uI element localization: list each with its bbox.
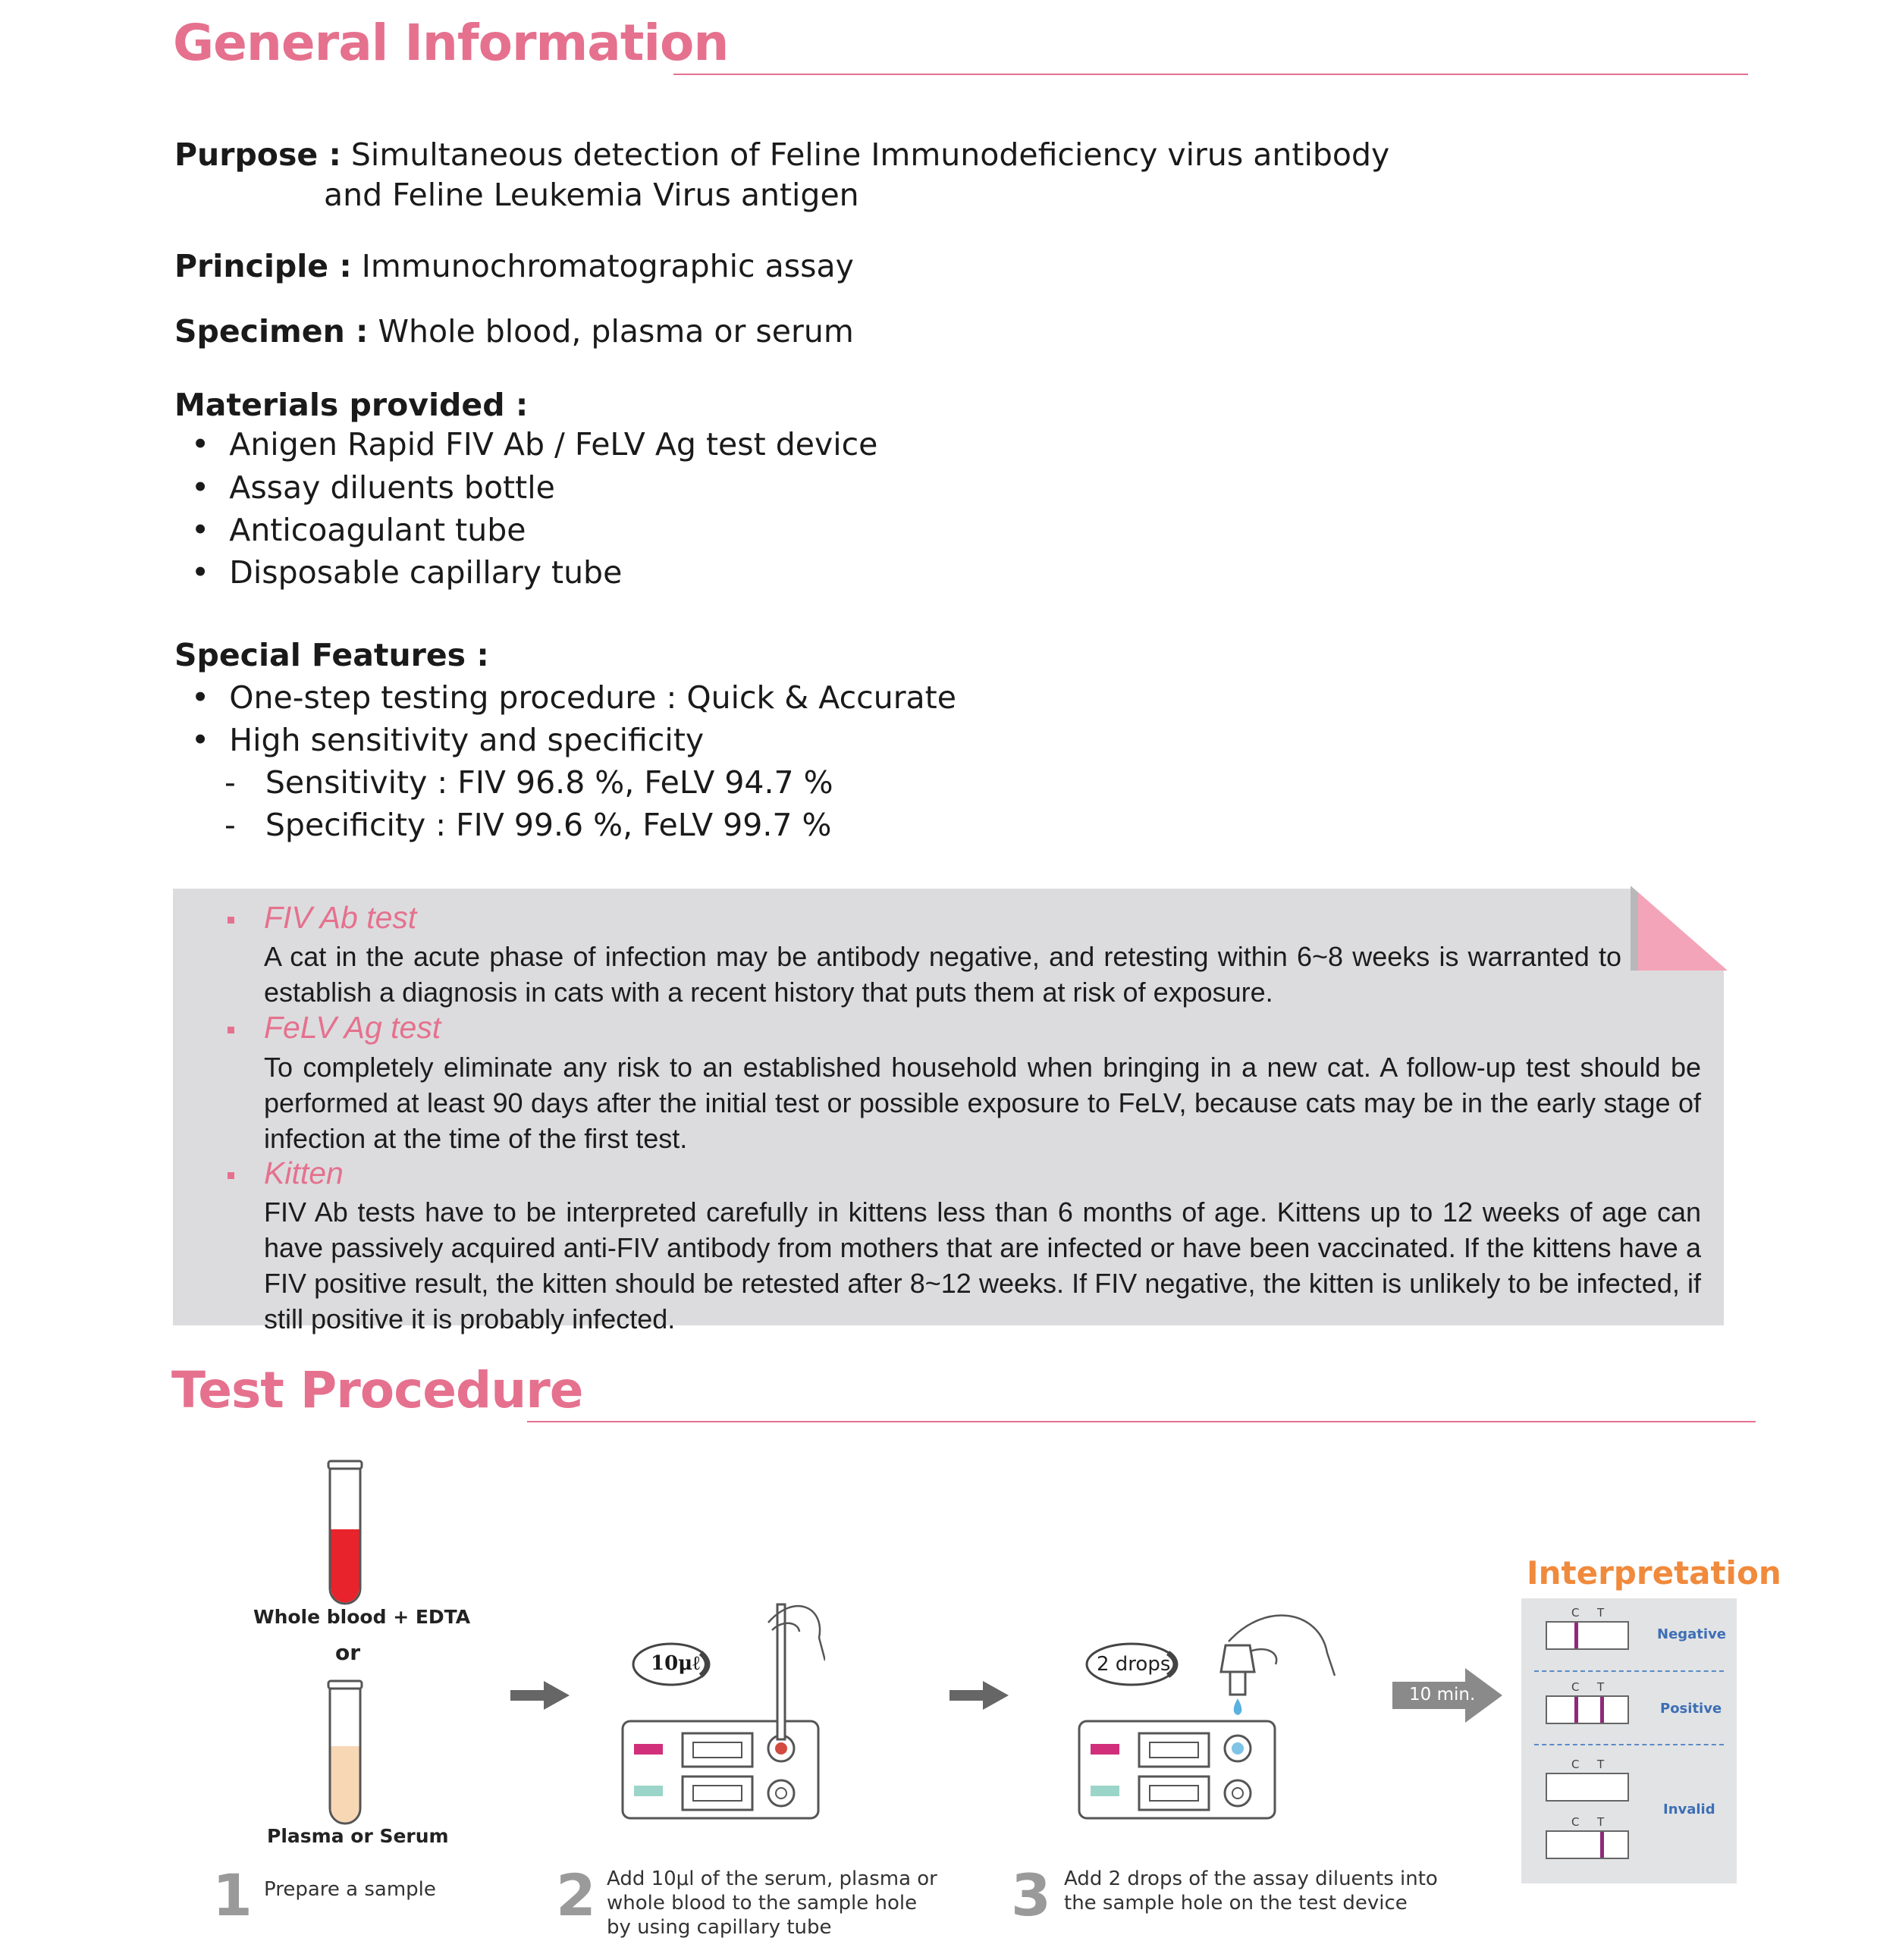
general-information-heading: General Information <box>173 14 729 72</box>
materials-heading <box>174 387 528 423</box>
invalid-label: Invalid <box>1663 1802 1715 1817</box>
test-line <box>1600 1697 1604 1723</box>
arrow-right-icon <box>510 1679 570 1711</box>
specimen-label: Specimen : <box>174 313 369 350</box>
dashed-divider <box>1534 1670 1724 1672</box>
note-text-kitten: FIV Ab tests have to be interpreted carefully in kittens less than 6 months of age. Kittens up to 12 weeks of age can have passively acquired anti-FIV antibody from mothers that are infected or have been vaccinated. If the kittens have a FIV positive result, the kitten should be retested after 8~12 weeks. If FIV negative, the kitten is unlikely to be infected, if still positive it is probably infected. <box>264 1196 1701 1334</box>
t-label: T <box>1597 1606 1605 1620</box>
principle-value: Immunochromatographic assay <box>361 248 854 284</box>
specimen-row <box>174 313 854 350</box>
step-line: whole blood to the sample hole <box>607 1892 918 1915</box>
feature-item: One-step testing procedure : Quick & Accurate <box>229 679 956 716</box>
drops-label: 2 drops <box>1097 1653 1171 1676</box>
feature-item: High sensitivity and specificity <box>229 722 705 758</box>
note-text-felv: To completely eliminate any risk to an established household when bringing in a new cat. A follow-up test should be performed at least 90 days after the initial test or possible exposure to FeLV, because cats may be in the early stage of infection at the time of the first test. <box>264 1052 1701 1154</box>
t-label: T <box>1597 1758 1605 1771</box>
blood-tube-icon <box>326 1460 364 1607</box>
list-item <box>224 807 831 843</box>
or-label: or <box>335 1640 361 1665</box>
interpretation-heading: Interpretation <box>1527 1554 1781 1592</box>
principle-label: Principle : <box>174 248 352 284</box>
note-bullet-icon <box>228 917 234 924</box>
c-label: C <box>1571 1680 1580 1694</box>
c-label: C <box>1571 1815 1580 1829</box>
negative-label: Negative <box>1657 1626 1727 1642</box>
test-device-capillary-illustration <box>620 1592 825 1824</box>
purpose-label: Purpose : <box>174 136 341 173</box>
note-title-fiv: FIV Ab test <box>264 900 417 935</box>
plasma-tube-icon <box>326 1679 364 1827</box>
c-label: C <box>1571 1606 1580 1620</box>
bullet-icon: • <box>191 554 210 591</box>
volume-label: 10μℓ <box>651 1652 700 1675</box>
dashed-divider <box>1534 1744 1724 1745</box>
step-number: 3 <box>1011 1861 1051 1929</box>
step-description <box>607 1867 937 1940</box>
plasma-serum-label: Plasma or Serum <box>267 1825 449 1847</box>
t-label: T <box>1597 1815 1605 1829</box>
dash-icon: - <box>224 807 236 843</box>
list-item <box>191 469 555 506</box>
bullet-icon: • <box>191 426 210 463</box>
list-item <box>191 679 956 716</box>
step-line: the sample hole on the test device <box>1064 1892 1408 1915</box>
step-description: Prepare a sample <box>264 1878 436 1901</box>
c-label: C <box>1571 1758 1580 1771</box>
heading-rule <box>673 74 1748 75</box>
bullet-icon: • <box>191 469 210 506</box>
note-title-kitten: Kitten <box>264 1156 344 1190</box>
step-number: 2 <box>556 1861 596 1929</box>
t-label: T <box>1597 1680 1605 1694</box>
note-bullet-icon <box>228 1172 234 1179</box>
control-line <box>1574 1697 1578 1723</box>
material-item: Anticoagulant tube <box>229 512 526 548</box>
purpose-value: Simultaneous detection of Feline Immunodeficiency virus antibody <box>350 136 1390 173</box>
result-window <box>1546 1830 1629 1859</box>
note-bullet-icon <box>228 1027 234 1033</box>
heading-rule <box>527 1421 1756 1422</box>
material-item: Disposable capillary tube <box>229 554 623 591</box>
step-line: Add 2 drops of the assay diluents into <box>1064 1867 1438 1890</box>
specificity-item: Specificity : FIV 99.6 %, FeLV 99.7 % <box>265 807 832 843</box>
purpose-row <box>174 136 1389 173</box>
step-line: by using capillary tube <box>607 1916 832 1939</box>
specimen-value: Whole blood, plasma or serum <box>378 313 854 350</box>
whole-blood-label: Whole blood + EDTA <box>253 1606 471 1628</box>
features-label: Special Features : <box>174 637 489 673</box>
result-window <box>1546 1773 1629 1802</box>
sensitivity-item: Sensitivity : FIV 96.8 %, FeLV 94.7 % <box>265 764 833 801</box>
result-window <box>1546 1695 1629 1724</box>
list-item <box>191 426 877 463</box>
note-text-fiv: A cat in the acute phase of infection may be antibody negative, and retesting within 6~8 weeks is warranted to establish a diagnosis in cats with a recent history that puts them at risk of exposure. <box>264 941 1621 1008</box>
step-line: Add 10μl of the serum, plasma or <box>607 1867 937 1890</box>
bullet-icon: • <box>191 679 210 716</box>
note-title-felv: FeLV Ag test <box>264 1010 441 1045</box>
control-line <box>1574 1623 1578 1648</box>
list-item <box>191 512 526 548</box>
test-line <box>1600 1832 1604 1858</box>
positive-label: Positive <box>1660 1701 1722 1717</box>
page-curl-icon <box>1631 886 1733 980</box>
test-device-dropper-illustration <box>1077 1592 1358 1824</box>
step-description <box>1064 1867 1438 1915</box>
step-number: 1 <box>212 1861 253 1929</box>
bullet-icon: • <box>191 512 210 548</box>
purpose-value-line2: and Feline Leukemia Virus antigen <box>324 177 859 213</box>
test-procedure-heading: Test Procedure <box>171 1361 583 1419</box>
time-label: 10 min. <box>1409 1685 1476 1704</box>
list-item <box>191 722 704 758</box>
features-heading <box>174 637 489 673</box>
arrow-right-icon <box>949 1679 1009 1711</box>
material-item: Assay diluents bottle <box>229 469 555 506</box>
principle-row <box>174 248 854 284</box>
list-item <box>191 554 622 591</box>
result-window <box>1546 1621 1629 1650</box>
dash-icon: - <box>224 764 236 801</box>
material-item: Anigen Rapid FIV Ab / FeLV Ag test device <box>229 426 878 463</box>
bullet-icon: • <box>191 722 210 758</box>
materials-label: Materials provided : <box>174 387 529 423</box>
list-item <box>224 764 833 801</box>
